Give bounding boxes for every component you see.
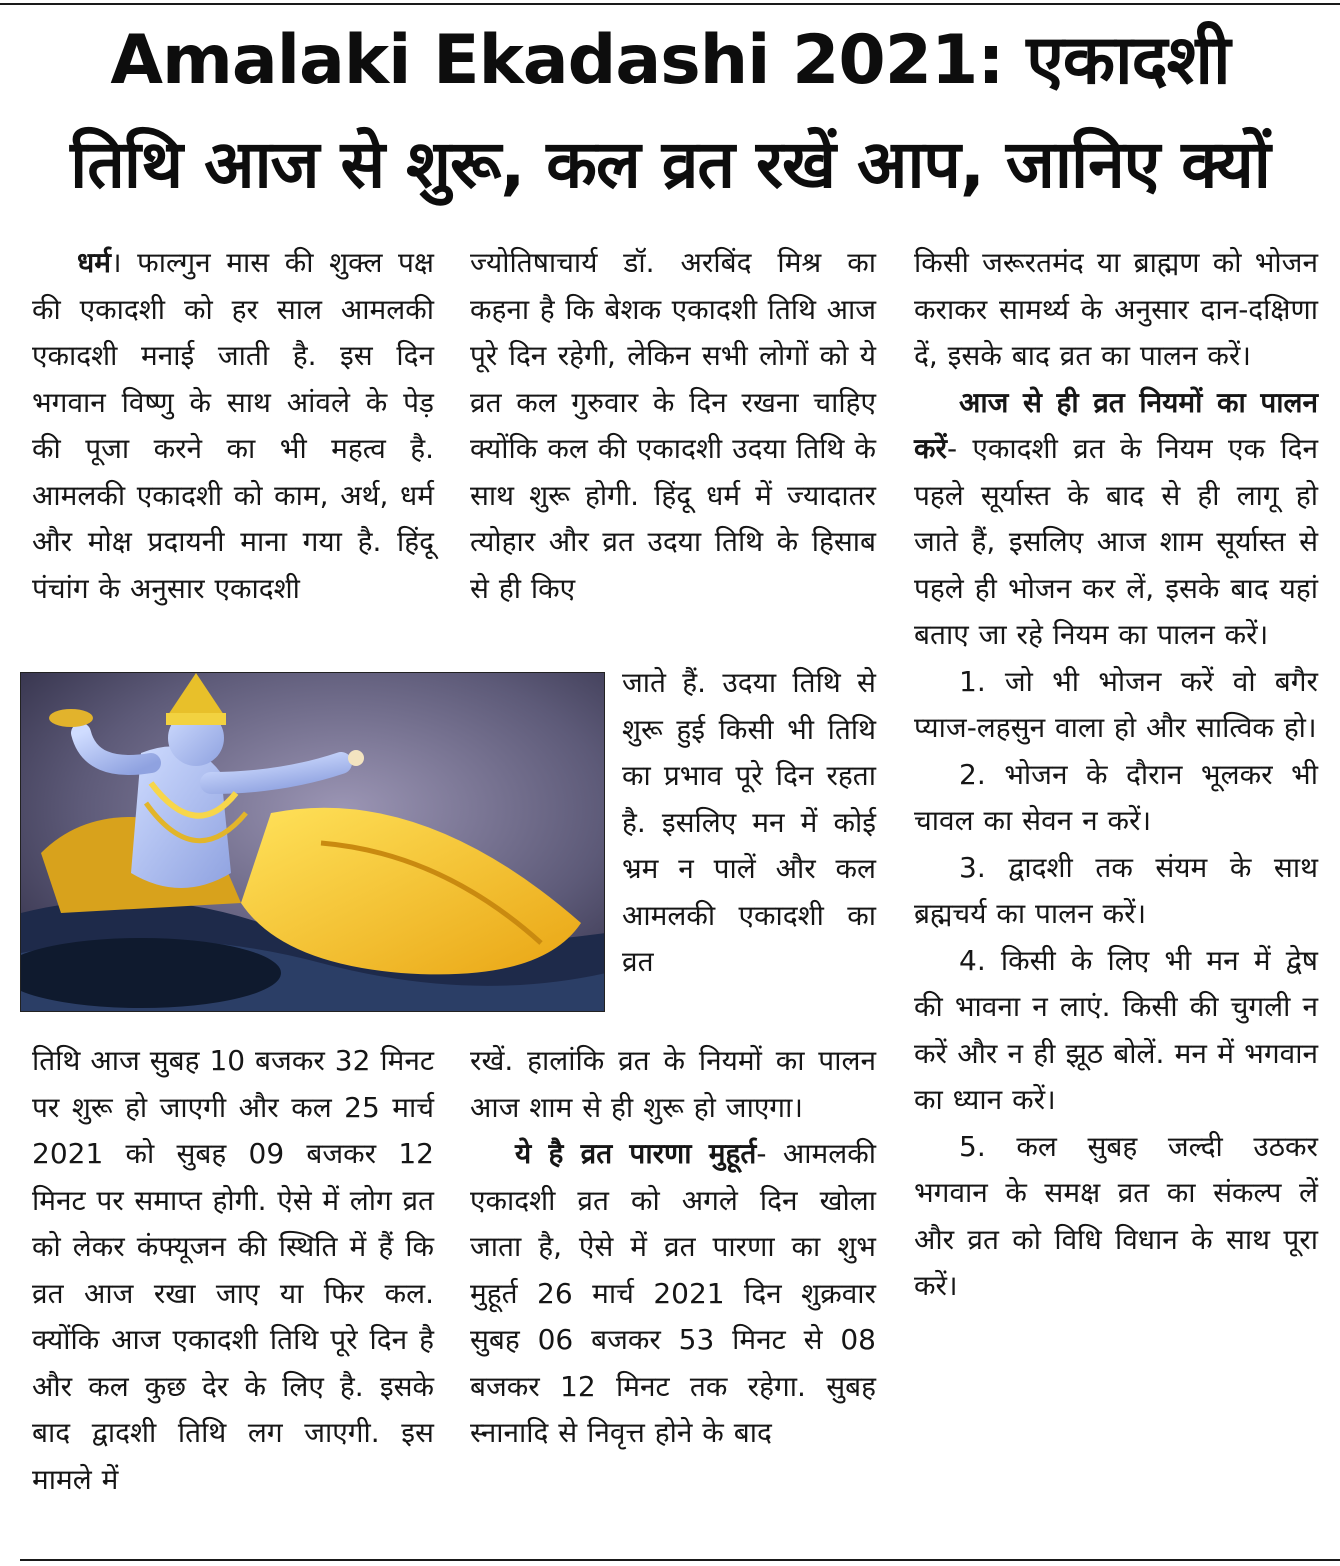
top-rule <box>0 3 1340 5</box>
muhurat-subhead: ये है व्रत पारणा मुहूर्त <box>515 1137 757 1170</box>
column-1-bottom <box>32 1038 434 1556</box>
column-1-top <box>32 240 434 665</box>
col2-below-photo: रखें. हालांकि व्रत के नियमों का पालन आज शाम से ही शुरू हो जाएगा। <box>470 1044 876 1124</box>
headline-line-1: Amalaki Ekadashi 2021: एकादशी <box>110 21 1230 100</box>
column-3 <box>914 240 1318 1556</box>
rule-5: 5. कल सुबह जल्दी उठकर भगवान के समक्ष व्रत का संकल्प लें और व्रत को विधि विधान के साथ पूरा करें। <box>914 1129 1318 1302</box>
bottom-rule <box>20 1559 1340 1561</box>
intro-text: । फाल्गुन मास की शुक्ल पक्ष की एकादशी को हर साल आमलकी एकादशी मनाई जाती है. इस दिन भगवान विष्णु के साथ आंवले के पेड़ की पूजा करने का भी महत्व है. आमलकी एकादशी को काम, अर्थ, धर्म और मोक्ष प्रदायनी माना गया है. हिंदू पंचांग के अनुसार एकादशी <box>32 246 434 605</box>
intro-paragraph <box>32 240 434 612</box>
rules-intro-paragraph <box>914 380 1318 659</box>
column-2-top <box>470 240 876 665</box>
rules-intro-body: - एकादशी व्रत के नियम एक दिन पहले सूर्यास्त के बाद से ही लागू हो जाते हैं, इसलिए आज शाम सूर्यास्त से पहले ही भोजन कर लें, इसके बाद यहां बताए जा रहे नियम का पालन करें। <box>914 432 1318 651</box>
dateline: धर्म <box>77 246 111 279</box>
headline-line-2: तिथि आज से शुरू, कल व्रत रखें आप, जानिए क्यों <box>70 126 1270 203</box>
column-2-beside-photo <box>622 660 876 1035</box>
rule-1: 1. जो भी भोजन करें वो बगैर प्याज-लहसुन वाला हो और सात्विक हो। <box>914 664 1318 744</box>
rule-3: 3. द्वादशी तक संयम के साथ ब्रह्मचर्य का पालन करें। <box>914 850 1318 930</box>
vishnu-photo <box>20 672 605 1012</box>
col1-continued: तिथि आज सुबह 10 बजकर 32 मिनट पर शुरू हो जाएगी और कल 25 मार्च 2021 को सुबह 09 बजकर 12 मिनट पर समाप्त होगी. ऐसे में लोग व्रत को लेकर कंफ्यूजन की स्थिति में हैं कि व्रत आज रखा जाए या फिर कल. क्योंकि आज एकादशी तिथि पूरे दिन है और कल कुछ देर के लिए है. इसके बाद द्वादशी तिथि लग जाएगी. इस मामले में <box>32 1044 434 1496</box>
col2-top-text: ज्योतिषाचार्य डॉ. अरबिंद मिश्र का कहना है कि बेशक एकादशी तिथि आज पूरे दिन रहेगी, लेकिन सभी लोगों को ये व्रत कल गुरुवार के दिन रखना चाहिए क्योंकि कल की एकादशी उदया तिथि के साथ शुरू होगी. हिंदू धर्म में ज्यादातर त्योहार और व्रत उदया तिथि के हिसाब से ही किए <box>470 246 876 605</box>
column-2-bottom <box>470 1038 876 1556</box>
rule-2: 2. भोजन के दौरान भूलकर भी चावल का सेवन न करें। <box>914 757 1318 837</box>
rule-4: 4. किसी के लिए भी मन में द्वेष की भावना न लाएं. किसी की चुगली न करें और न ही झूठ बोलें. मन में भगवान का ध्यान करें। <box>914 943 1318 1116</box>
headline <box>0 12 1340 220</box>
muhurat-body: - आमलकी एकादशी व्रत को अगले दिन खोला जाता है, ऐसे में व्रत पारणा का शुभ मुहूर्त 26 मार्च 2021 दिन शुक्रवार सुबह 06 बजकर 53 मिनट से 08 बजकर 12 मिनट तक रहेगा. सुबह स्नानादि से निवृत्त होने के बाद <box>470 1137 876 1449</box>
rules-subhead: आज से ही व्रत नियमों का पालन करें <box>914 385 1318 465</box>
muhurat-paragraph <box>470 1131 876 1457</box>
col2-beside-photo-text: जाते हैं. उदया तिथि से शुरू हुई किसी भी तिथि का प्रभाव पूरे दिन रहता है. इसलिए मन में कोई भ्रम न पालें और कल आमलकी एकादशी का व्रत <box>622 666 876 978</box>
col3-top-text: किसी जरूरतमंद या ब्राह्मण को भोजन कराकर सामर्थ्य के अनुसार दान-दक्षिणा दें, इसके बाद व्रत का पालन करें। <box>914 246 1318 372</box>
